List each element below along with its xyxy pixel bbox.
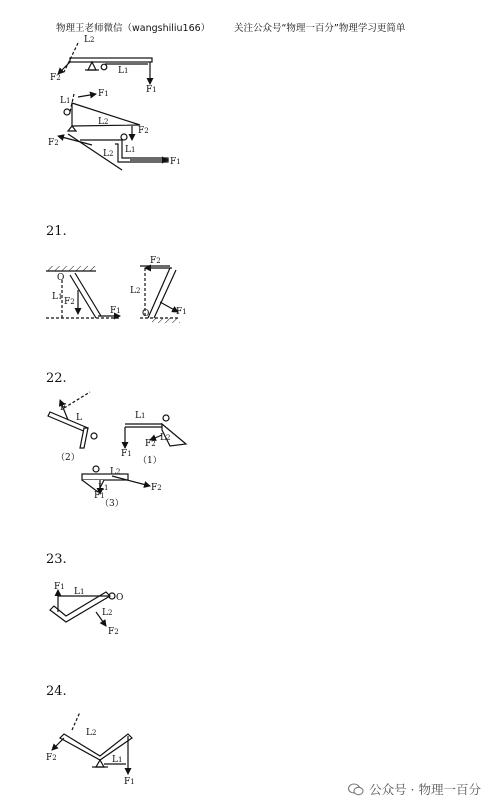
label-l2-22c: L2 [110, 467, 121, 477]
label-l2: L2 [84, 35, 95, 45]
caption-22-2: （2） [56, 453, 80, 463]
label-l2-b: L2 [98, 117, 109, 127]
label-f1-22c: F1 [94, 491, 105, 501]
label-f2-c: F2 [48, 138, 59, 148]
caption-22-3: （3） [100, 499, 124, 509]
figure-a-lever-pivot [58, 43, 152, 84]
label-f2: F2 [50, 73, 61, 83]
label-f1-22: F1 [121, 449, 132, 459]
question-number-22: 22. [46, 371, 67, 386]
label-l1-c: L1 [125, 145, 136, 155]
wechat-icon [348, 783, 364, 796]
label-l1-24: L1 [112, 755, 123, 765]
label-f1-21b: F1 [176, 307, 187, 317]
header-right: 关注公众号“物理一百分”物理学习更简单 [234, 23, 406, 34]
question-number-23: 23. [46, 552, 67, 567]
question-number-24: 24. [46, 684, 67, 699]
label-l2-c: L2 [103, 149, 114, 159]
caption-22-1: （1） [138, 456, 162, 466]
label-f-22: F [60, 403, 67, 413]
label-l2-21b: L2 [130, 286, 141, 296]
question-number-21: 21. [46, 224, 67, 239]
label-l1-21a: L1 [52, 292, 63, 302]
label-l1-23: L1 [74, 587, 85, 597]
label-f1-c: F1 [170, 157, 181, 167]
label-f2-23: F2 [108, 627, 119, 637]
label-f2-21b: F2 [150, 256, 161, 266]
label-l1: L1 [118, 66, 129, 76]
label-o-21a: O [57, 273, 65, 283]
label-f2-b: F2 [138, 126, 149, 136]
label-f2-24: F2 [46, 753, 57, 763]
header-left: 物理王老师微信（wangshiliu166） [56, 23, 211, 34]
label-f1-23: F1 [54, 582, 65, 592]
label-l1-22: L1 [135, 411, 146, 421]
label-o-21b: O [142, 309, 150, 319]
label-l1-b: L1 [60, 96, 71, 106]
label-o-23: O [116, 593, 124, 603]
label-f1-b: F1 [98, 89, 109, 99]
figure-24 [52, 712, 132, 774]
label-f1-24: F1 [124, 777, 135, 787]
label-f1: F1 [146, 85, 157, 95]
figure-22-fig2 [48, 392, 97, 448]
label-l1-22c: L1 [98, 483, 109, 493]
label-l2-23: L2 [102, 608, 113, 618]
label-l2-24: L2 [86, 728, 97, 738]
watermark-text: 公众号 · 物理一百分 [369, 782, 481, 797]
label-f2-22c: F2 [151, 483, 162, 493]
watermark [348, 780, 481, 798]
label-f2-22: F2 [145, 439, 156, 449]
label-l-22: L [76, 413, 82, 423]
label-l2-22: L2 [160, 433, 171, 443]
label-f1-21a: F1 [110, 306, 121, 316]
label-f2-21a: F2 [64, 297, 75, 307]
